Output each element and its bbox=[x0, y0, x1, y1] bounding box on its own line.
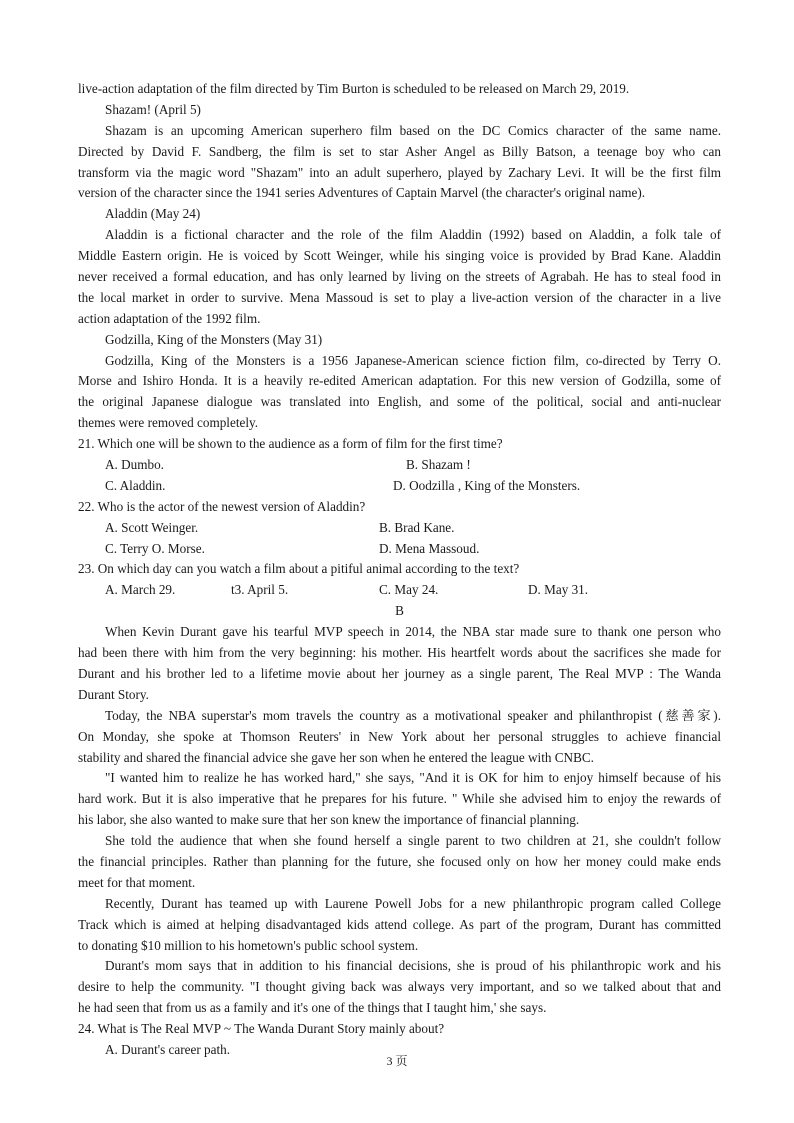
passage-line: Recently, Durant has teamed up with Laurene Powell Jobs for a new philanthropic program called College bbox=[105, 895, 721, 911]
passage-line: the financial principles. Rather than planning for the future, she focused only on how her money could make ends bbox=[78, 853, 721, 869]
question-23-options-row bbox=[78, 580, 721, 601]
passage-line: to donating $10 million to his hometown's public school system. bbox=[78, 937, 419, 953]
question-22-option-a: A. Scott Weinger. bbox=[105, 519, 199, 535]
question-21-options-row-2 bbox=[78, 476, 721, 497]
question-24-stem: 24. What is The Real MVP ~ The Wanda Durant Story mainly about? bbox=[78, 1021, 445, 1037]
question-22-options-row-1 bbox=[78, 518, 721, 539]
passage-line: Durant Story. bbox=[78, 686, 149, 702]
passage-line: She told the audience that when she found herself a single parent to two children at 21, she couldn't follow bbox=[105, 833, 721, 849]
section-heading-godzilla: Godzilla, King of the Monsters (May 31) bbox=[105, 331, 323, 347]
question-24-option-a: A. Durant's career path. bbox=[105, 1041, 231, 1057]
question-22-option-d: D. Mena Massoud. bbox=[379, 540, 480, 556]
passage-line: Aladdin is a fictional character and the role of the film Aladdin (1992) based on Aladdin, a folk tale of bbox=[105, 227, 721, 243]
passage-line: Directed by David F. Sandberg, the film is set to star Asher Angel as Billy Batson, a teenage boy who can bbox=[78, 143, 721, 159]
passage-line: stability and shared the financial advice she gave her son when he entered the league with CNBC. bbox=[78, 749, 594, 765]
passage-line: version of the character since the 1941 series Adventures of Captain Marvel (the character's original name). bbox=[78, 185, 646, 201]
question-22-option-c: C. Terry O. Morse. bbox=[105, 540, 205, 556]
passage-line: never received a formal education, and has only learned by living on the streets of Agrabah. He has to steal food in bbox=[78, 269, 721, 285]
question-21-options-row-1 bbox=[78, 455, 721, 476]
question-22-options-row-2 bbox=[78, 539, 721, 560]
question-23-option-c: C. May 24. bbox=[379, 582, 439, 598]
passage-line: When Kevin Durant gave his tearful MVP speech in 2014, the NBA star made sure to thank one person who bbox=[105, 624, 721, 640]
passage-line: hard work. But it is also imperative that he prepares for his future. " While she advised him to enjoy the rewards of bbox=[78, 791, 721, 807]
passage-line: desire to help the community. "I thought giving back was always very important, and so we talked about that and bbox=[78, 979, 721, 995]
question-23-stem: 23. On which day can you watch a film about a pitiful animal according to the text? bbox=[78, 561, 520, 577]
question-23-option-a: A. March 29. bbox=[105, 582, 176, 598]
passage-line: meet for that moment. bbox=[78, 874, 196, 890]
passage-line: Middle Eastern origin. He is voiced by Scott Weinger, while his singing voice is provided by Brad Kane. Aladdin bbox=[78, 248, 721, 264]
passage-line: had been there with him from the very beginning: his mother. His heartfelt words about the sacrifices she made for bbox=[78, 645, 721, 661]
passage-line: live-action adaptation of the film directed by Tim Burton is scheduled to be released on March 29, 2019. bbox=[78, 81, 630, 96]
passage-line: On Monday, she spoke at Thomson Reuters' in New York about her personal struggles to achieve financial bbox=[78, 728, 721, 744]
question-21-option-a: A. Dumbo. bbox=[105, 457, 164, 473]
passage-line: Godzilla, King of the Monsters is a 1956 Japanese-American science fiction film, co-directed by Terry O. bbox=[105, 352, 721, 368]
section-heading-aladdin: Aladdin (May 24) bbox=[105, 206, 201, 222]
passage-line: his labor, she also wanted to make sure that her son knew the importance of financial planning. bbox=[78, 812, 580, 828]
passage-line: Morse and Ishiro Honda. It is a heavily re-edited American adaptation. For this new version of Godzilla, some of bbox=[78, 373, 721, 389]
passage-line: Shazam is an upcoming American superhero film based on the DC Comics character of the same name. bbox=[105, 122, 721, 138]
section-heading-shazam: Shazam! (April 5) bbox=[105, 101, 201, 117]
passage-line: "I wanted him to realize he has worked hard," she says, "And it is OK for him to enjoy himself because of his bbox=[105, 770, 721, 786]
passage-line: action adaptation of the 1992 film. bbox=[78, 310, 261, 326]
section-b-label: B bbox=[395, 603, 404, 619]
passage-line: the original Japanese dialogue was translated into English, and some of the political, social and anti-nuclear bbox=[78, 394, 721, 410]
question-21-option-b: B. Shazam ! bbox=[406, 457, 471, 473]
question-21-option-c: C. Aladdin. bbox=[105, 477, 166, 493]
question-21-option-d: D. Oodzilla , King of the Monsters. bbox=[393, 477, 581, 493]
question-23-option-b: t3. April 5. bbox=[231, 582, 289, 598]
passage-line: transform via the magic word "Shazam" into an adult superhero, played by Zachary Levi. It will be the first film bbox=[78, 164, 721, 180]
passage-line: Durant's mom says that in addition to his financial decisions, she is proud of his philanthropic work and his bbox=[105, 958, 721, 974]
question-22-option-b: B. Brad Kane. bbox=[379, 519, 455, 535]
question-21-stem: 21. Which one will be shown to the audience as a form of film for the first time? bbox=[78, 436, 503, 452]
question-22-stem: 22. Who is the actor of the newest version of Aladdin? bbox=[78, 498, 366, 514]
passage-line: Today, the NBA superstar's mom travels the country as a motivational speaker and philanthropist (慈善家). bbox=[105, 707, 721, 723]
passage-line: Durant and his brother led to a lifetime movie about her journey as a single parent, The Real MVP : The Wanda bbox=[78, 665, 721, 681]
passage-line: Track which is aimed at helping disadvantaged kids attend college. As part of the program, Durant has committed bbox=[78, 916, 721, 932]
question-23-option-d: D. May 31. bbox=[528, 582, 589, 598]
passage-line: themes were removed completely. bbox=[78, 415, 259, 431]
page-number: 3 页 bbox=[386, 1054, 408, 1068]
passage-line: he had seen that from us as a family and it's one of the things that I taught him,' she says. bbox=[78, 1000, 547, 1016]
page-content bbox=[78, 79, 721, 1061]
passage-line: the local market in order to survive. Mena Massoud is set to play a live-action version of the character in a live bbox=[78, 289, 721, 305]
